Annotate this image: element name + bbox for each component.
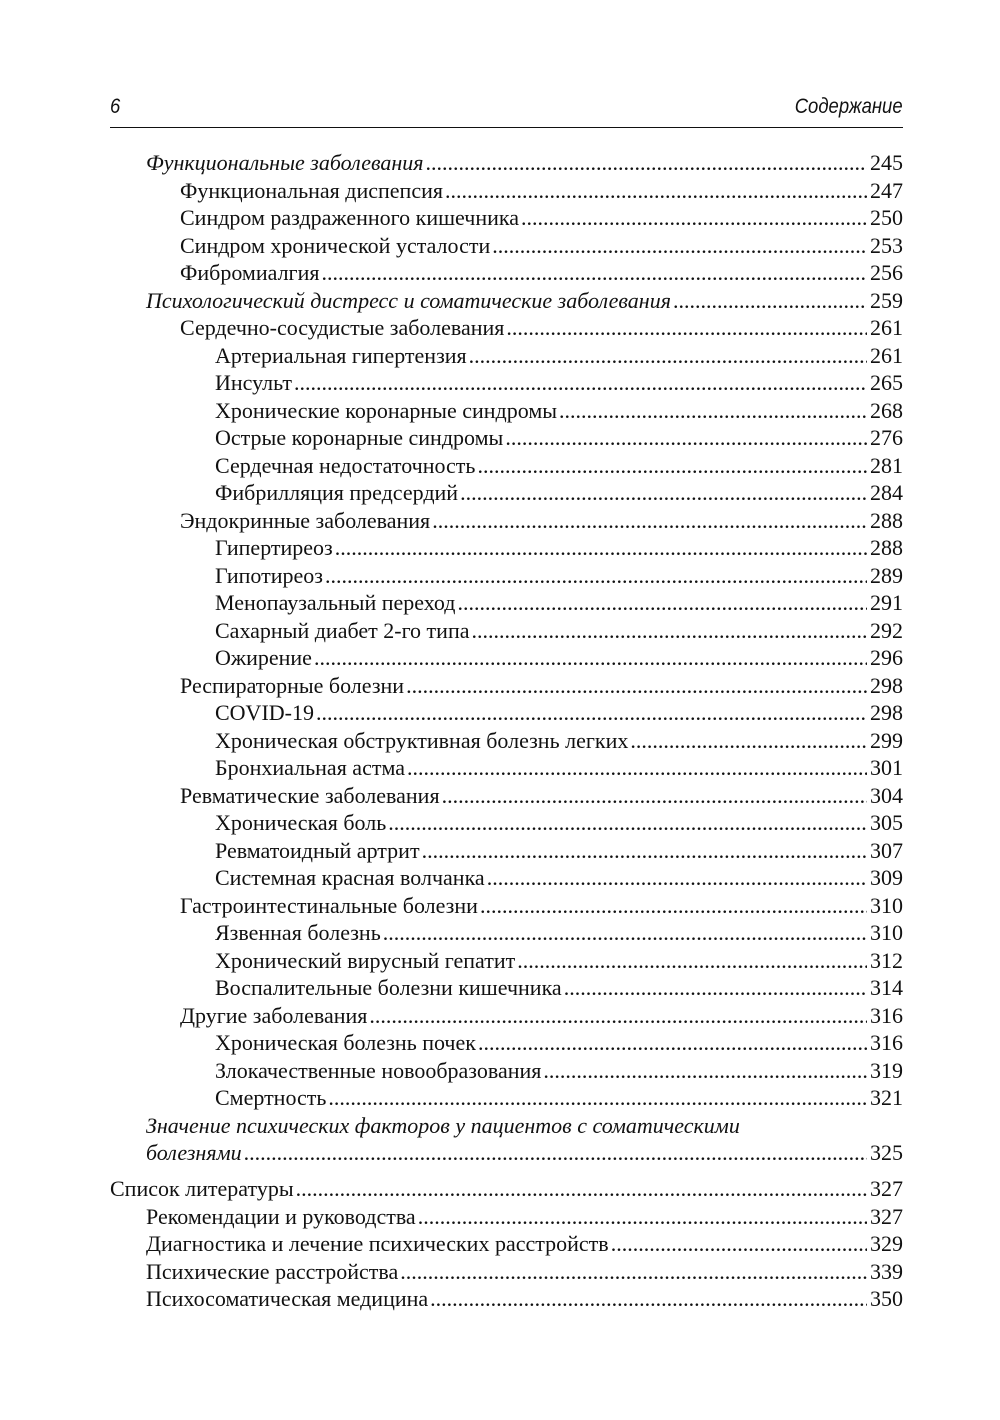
toc-entry-title: COVID-19 xyxy=(215,700,314,725)
toc-entry-title-continued: болезнями xyxy=(146,1140,242,1165)
dot-leader xyxy=(476,1029,867,1057)
toc-entry xyxy=(110,507,903,535)
toc-entry-page: 305 xyxy=(870,810,903,835)
toc-entry-page: 327 xyxy=(870,1203,903,1229)
dot-leader xyxy=(490,232,867,260)
dot-leader xyxy=(467,342,867,370)
toc-entry-page: 281 xyxy=(870,452,903,478)
toc-entry-page: 304 xyxy=(870,782,903,808)
toc-entry-title: Смертность xyxy=(215,1085,327,1110)
toc-entry xyxy=(110,1175,903,1203)
toc-entry xyxy=(110,644,903,672)
toc-entry-title: Системная красная волчанка xyxy=(215,865,485,890)
toc-entry-wrapped-line xyxy=(110,1112,903,1140)
toc-entry-title: Гипотиреоз xyxy=(215,562,323,588)
toc-entry xyxy=(110,974,903,1002)
toc-entry xyxy=(110,177,903,205)
toc-entry-title: Синдром раздраженного кишечника xyxy=(180,205,519,230)
toc-entry-page: 284 xyxy=(870,480,903,505)
dot-leader xyxy=(386,809,867,837)
toc-entry-page: 321 xyxy=(870,1085,903,1110)
toc-entry xyxy=(110,562,903,590)
dot-leader xyxy=(323,562,867,590)
toc-entry-page: 291 xyxy=(870,590,903,615)
dot-leader xyxy=(628,727,867,755)
toc-entry xyxy=(110,892,903,920)
toc-entry-page: 245 xyxy=(870,150,903,175)
running-header xyxy=(110,95,903,119)
toc-entry xyxy=(110,424,903,452)
dot-leader xyxy=(326,1084,867,1112)
toc-entry xyxy=(110,1285,903,1313)
toc-entry xyxy=(110,782,903,810)
dot-leader xyxy=(428,1285,867,1313)
toc-entry xyxy=(110,699,903,727)
toc-entry-page: 327 xyxy=(870,1176,903,1201)
toc-entry-title: Хроническая боль xyxy=(215,810,387,835)
toc-entry xyxy=(110,314,903,342)
toc-entry-title: Психосоматическая медицина xyxy=(146,1286,429,1311)
toc-entry xyxy=(110,1057,903,1085)
dot-leader xyxy=(404,672,867,700)
dot-leader xyxy=(469,617,867,645)
dot-leader xyxy=(609,1230,867,1258)
toc-entry-page: 288 xyxy=(870,535,903,560)
dot-leader xyxy=(333,534,867,562)
dot-leader xyxy=(292,369,867,397)
toc-entry xyxy=(110,1258,903,1286)
toc-entry-page: 314 xyxy=(870,975,903,1000)
toc-entry-title: Фибромиалгия xyxy=(180,260,320,285)
dot-leader xyxy=(424,149,867,177)
toc-entry xyxy=(110,369,903,397)
toc-entry-page: 309 xyxy=(870,865,903,890)
table-of-contents xyxy=(110,149,903,1313)
header-rule xyxy=(110,127,903,128)
dot-leader xyxy=(405,754,867,782)
dot-leader xyxy=(557,397,867,425)
toc-entry-title: Синдром хронической усталости xyxy=(180,232,491,258)
toc-entry xyxy=(110,1139,903,1167)
toc-entry-page: 350 xyxy=(870,1286,903,1311)
dot-leader xyxy=(519,204,867,232)
toc-entry xyxy=(110,204,903,232)
toc-entry-title: Язвенная болезнь xyxy=(215,920,381,945)
toc-entry-page: 261 xyxy=(870,342,903,368)
toc-entry-title: Инсульт xyxy=(215,370,292,395)
toc-entry xyxy=(110,672,903,700)
toc-entry xyxy=(110,1230,903,1258)
toc-entry-title: Функциональная диспепсия xyxy=(180,177,443,203)
toc-entry-title: Значение психических факторов у пациентов с соматическими xyxy=(146,1112,740,1138)
toc-entry-title: Бронхиальная астма xyxy=(215,755,405,780)
toc-entry xyxy=(110,919,903,947)
dot-leader xyxy=(458,479,867,507)
toc-entry-page: 298 xyxy=(870,672,903,698)
toc-entry-title: Эндокринные заболевания xyxy=(180,507,431,533)
toc-entry-title: Психологический дистресс и соматические заболевания xyxy=(146,287,671,313)
toc-entry-page: 316 xyxy=(870,1030,903,1055)
toc-entry xyxy=(110,452,903,480)
toc-entry xyxy=(110,809,903,837)
toc-entry-title: Хроническая обструктивная болезнь легких xyxy=(215,727,629,753)
toc-entry-page: 259 xyxy=(870,287,903,313)
toc-entry-page: 261 xyxy=(870,315,903,340)
toc-entry-title: Острые коронарные синдромы xyxy=(215,425,504,450)
toc-entry-page: 276 xyxy=(870,425,903,450)
toc-entry-page: 298 xyxy=(870,700,903,725)
toc-entry-title: Фибрилляция предсердий xyxy=(215,480,459,505)
dot-leader xyxy=(503,424,867,452)
toc-entry-page: 253 xyxy=(870,232,903,258)
toc-entry xyxy=(110,479,903,507)
toc-entry-page: 247 xyxy=(870,177,903,203)
toc-entry-page: 310 xyxy=(870,920,903,945)
toc-entry xyxy=(110,232,903,260)
toc-entry-page: 296 xyxy=(870,645,903,670)
toc-entry xyxy=(110,947,903,975)
toc-entry-title: Другие заболевания xyxy=(180,1002,368,1028)
dot-leader xyxy=(314,699,867,727)
page-number: 6 xyxy=(110,95,121,118)
toc-entry-page: 250 xyxy=(870,205,903,230)
toc-entry-page: 289 xyxy=(870,562,903,588)
toc-entry xyxy=(110,259,903,287)
toc-entry xyxy=(110,342,903,370)
toc-entry-page: 299 xyxy=(870,727,903,753)
toc-entry-title: Психические расстройства xyxy=(146,1258,399,1284)
toc-entry-page: 319 xyxy=(870,1057,903,1083)
toc-entry-page: 339 xyxy=(870,1258,903,1284)
dot-leader xyxy=(515,947,867,975)
toc-entry-page: 329 xyxy=(870,1231,903,1256)
toc-entry xyxy=(110,617,903,645)
toc-entry-title: Диагностика и лечение психических расстройств xyxy=(146,1231,609,1256)
toc-entry xyxy=(110,589,903,617)
dot-leader xyxy=(312,644,867,672)
toc-entry xyxy=(110,534,903,562)
toc-entry-page: 310 xyxy=(870,892,903,918)
toc-entry xyxy=(110,1029,903,1057)
dot-leader xyxy=(504,314,867,342)
toc-entry-title: Сердечно-сосудистые заболевания xyxy=(180,315,505,340)
toc-entry xyxy=(110,149,903,177)
toc-entry-page: 316 xyxy=(870,1002,903,1028)
dot-leader xyxy=(242,1139,867,1167)
dot-leader xyxy=(416,1203,867,1231)
toc-entry xyxy=(110,1203,903,1231)
dot-leader xyxy=(541,1057,867,1085)
toc-entry xyxy=(110,837,903,865)
toc-entry-title: Хронические коронарные синдромы xyxy=(215,397,558,423)
toc-entry-title: Артериальная гипертензия xyxy=(215,342,467,368)
toc-entry-page: 325 xyxy=(870,1140,903,1165)
toc-entry xyxy=(110,864,903,892)
toc-entry-page: 312 xyxy=(870,947,903,973)
toc-entry-title: Хроническая болезнь почек xyxy=(215,1030,476,1055)
toc-entry-page: 256 xyxy=(870,260,903,285)
toc-entry-title: Ревматоидный артрит xyxy=(215,837,420,863)
toc-entry-title: Респираторные болезни xyxy=(180,672,405,698)
toc-entry-title: Ревматические заболевания xyxy=(180,782,440,808)
toc-entry xyxy=(110,397,903,425)
toc-entry-title: Хронический вирусный гепатит xyxy=(215,947,516,973)
dot-leader xyxy=(319,259,867,287)
toc-entry xyxy=(110,287,903,315)
running-section-title: Содержание xyxy=(795,95,903,118)
dot-leader xyxy=(443,177,867,205)
toc-entry xyxy=(110,727,903,755)
dot-leader xyxy=(440,782,867,810)
toc-entry-title: Функциональные заболевания xyxy=(146,150,424,175)
toc-entry-page: 301 xyxy=(870,755,903,780)
toc-entry-title: Сердечная недостаточность xyxy=(215,452,476,478)
dot-leader xyxy=(485,864,867,892)
toc-entry xyxy=(110,754,903,782)
dot-leader xyxy=(562,974,867,1002)
dot-leader xyxy=(367,1002,867,1030)
toc-entry-title: Злокачественные новообразования xyxy=(215,1057,542,1083)
toc-entry-title: Сахарный диабет 2-го типа xyxy=(215,617,470,643)
toc-entry-title: Менопаузальный переход xyxy=(215,590,456,615)
toc-entry-page: 268 xyxy=(870,397,903,423)
toc-entry xyxy=(110,1084,903,1112)
toc-entry-page: 288 xyxy=(870,507,903,533)
dot-leader xyxy=(398,1258,867,1286)
toc-entry-title: Гастроинтестинальные болезни xyxy=(180,892,478,918)
toc-entry-title: Рекомендации и руководства xyxy=(146,1203,416,1229)
dot-leader xyxy=(294,1175,867,1203)
toc-entry-page: 307 xyxy=(870,837,903,863)
dot-leader xyxy=(430,507,867,535)
dot-leader xyxy=(478,892,867,920)
dot-leader xyxy=(475,452,867,480)
toc-entry-title: Гипертиреоз xyxy=(215,535,333,560)
dot-leader xyxy=(671,287,867,315)
dot-leader xyxy=(455,589,867,617)
toc-entry xyxy=(110,1002,903,1030)
toc-entry-page: 265 xyxy=(870,370,903,395)
toc-entry-title: Ожирение xyxy=(215,645,312,670)
toc-entry-title: Воспалительные болезни кишечника xyxy=(215,975,562,1000)
dot-leader xyxy=(381,919,867,947)
dot-leader xyxy=(420,837,867,865)
toc-entry-title: Список литературы xyxy=(110,1176,294,1201)
toc-entry-page: 292 xyxy=(870,617,903,643)
